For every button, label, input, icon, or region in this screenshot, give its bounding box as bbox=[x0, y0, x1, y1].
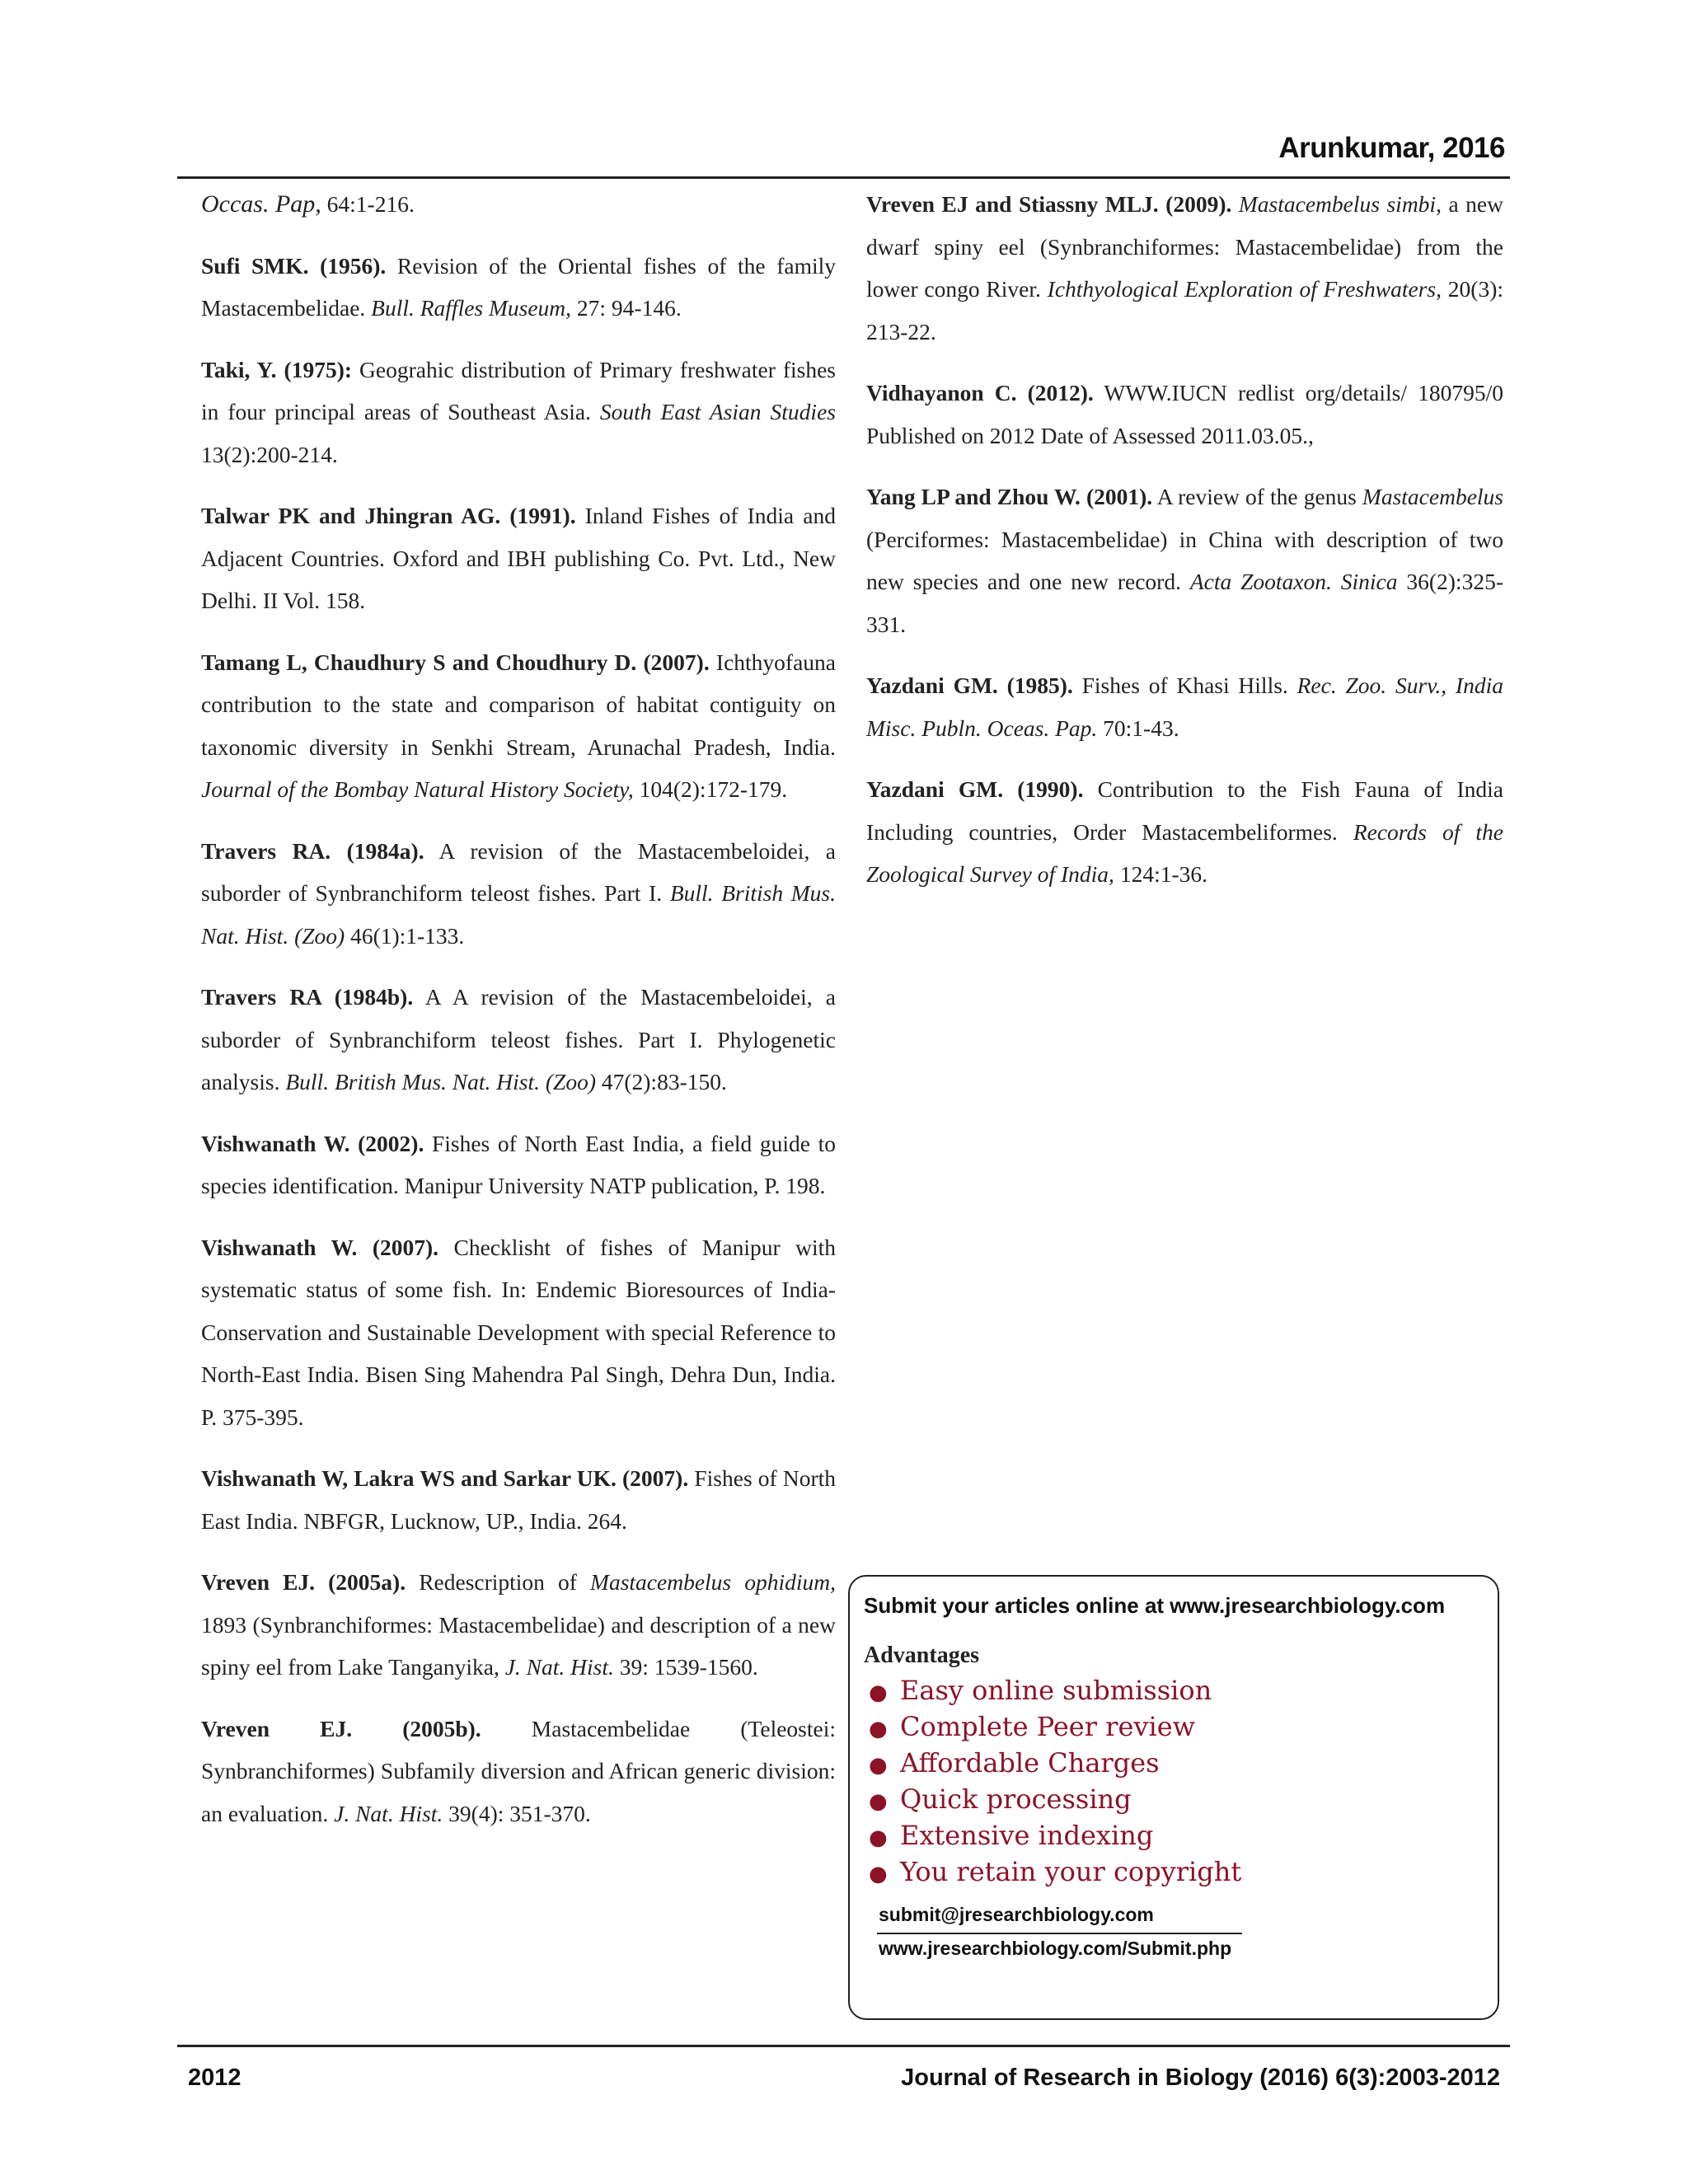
references-left-column bbox=[201, 183, 836, 1854]
reference-entry bbox=[201, 1561, 836, 1689]
reference-source-italic: Mastacembelus simbi, bbox=[1238, 191, 1442, 217]
reference-text: Fishes of Khasi Hills. bbox=[1072, 673, 1297, 698]
footer-page-number: 2012 bbox=[188, 2064, 241, 2091]
footer-rule bbox=[177, 2045, 1510, 2047]
bullet-icon: ● bbox=[869, 1753, 888, 1778]
reference-text: Geograhic distribution of Primary freshwater fishes in four principal areas of Southeast Asia. bbox=[201, 356, 837, 424]
reference-source-italic: Bull. Raffles Museum, bbox=[371, 295, 572, 321]
reference-text: 46(1):1-133. bbox=[345, 922, 465, 949]
reference-authors-year: Travers RA (1984b). bbox=[201, 984, 414, 1010]
reference-authors-year: Tamang L, Chaudhury S and Choudhury D. (2007). bbox=[201, 649, 710, 675]
advantage-item: ● Affordable Charges bbox=[864, 1746, 1241, 1783]
reference-text: 36(2):325-331. bbox=[866, 569, 1503, 637]
reference-authors-year: Sufi SMK. (1956). bbox=[201, 252, 387, 279]
reference-entry bbox=[201, 245, 836, 330]
reference-text: 13(2):200-214. bbox=[201, 441, 338, 467]
reference-source-italic: Rec. Zoo. Surv., India Misc. Publn. Oceas. Pap. bbox=[866, 673, 1503, 741]
reference-entry bbox=[866, 664, 1503, 749]
reference-entry bbox=[201, 1226, 836, 1439]
reference-source-italic: Mastacembelus ophidium, bbox=[590, 1569, 836, 1595]
reference-text: A review of the genus bbox=[1152, 484, 1362, 509]
reference-source-italic: Bull. British Mus. Nat. Hist. (Zoo) bbox=[201, 880, 836, 949]
reference-text: Fishes of North East India, a field guide to species identification. Manipur University NATP publication, P. 198. bbox=[201, 1130, 836, 1198]
reference-authors-year: Travers RA. (1984a). bbox=[201, 837, 424, 864]
reference-text: Ichthyofauna contribution to the state and comparison of habitat contiguity on taxonomic diversity in Senkhi Stream, Arunachal Pradesh, India. bbox=[201, 649, 837, 760]
header-rule bbox=[177, 176, 1510, 179]
submission-url-link[interactable]: www.jresearchbiology.com/Submit.php bbox=[879, 1938, 1232, 1959]
advantage-item: ● Quick processing bbox=[864, 1783, 1241, 1819]
reference-source-italic: Records of the Zoological Survey of India, bbox=[866, 818, 1503, 887]
reference-source-italic: Mastacembelus bbox=[1362, 484, 1503, 509]
reference-authors-year: Vreven EJ and Stiassny MLJ. (2009). bbox=[866, 191, 1232, 217]
reference-authors-year: Yazdani GM. (1990). bbox=[866, 776, 1084, 802]
reference-source-italic: J. Nat. Hist. bbox=[504, 1654, 614, 1680]
reference-authors-year: Vishwanath W. (2002). bbox=[201, 1130, 424, 1156]
reference-source-italic: Ichthyological Exploration of Freshwaters, bbox=[1047, 276, 1442, 302]
reference-source-italic: J. Nat. Hist. bbox=[334, 1800, 443, 1826]
reference-authors-year: Vishwanath W. (2007). bbox=[201, 1234, 439, 1260]
reference-text: a new dwarf spiny eel (Synbranchiformes: Mastacembelidae) from the lower congo River. bbox=[866, 191, 1503, 302]
reference-entry bbox=[201, 830, 836, 958]
reference-authors-year: Vidhayanon C. (2012). bbox=[866, 380, 1094, 405]
bullet-icon: ● bbox=[869, 1862, 888, 1886]
reference-entry bbox=[201, 1457, 836, 1542]
references-right-column bbox=[866, 183, 1503, 915]
reference-entry bbox=[201, 183, 836, 226]
reference-text: 27: 94-146. bbox=[571, 295, 682, 321]
advantage-item: ● Easy online submission bbox=[864, 1674, 1241, 1710]
reference-text: 39(4): 351-370. bbox=[443, 1800, 591, 1826]
bullet-icon: ● bbox=[869, 1717, 888, 1741]
reference-entry bbox=[866, 476, 1503, 645]
reference-text: 104(2):172-179. bbox=[633, 776, 788, 802]
reference-entry bbox=[201, 1122, 836, 1207]
reference-entry bbox=[201, 641, 836, 811]
reference-source-italic: Bull. British Mus. Nat. Hist. (Zoo) bbox=[285, 1069, 596, 1094]
reference-text: A A revision of the Mastacembeloidei, a suborder of Synbranchiform teleost fishes. Part I. Phylogenetic analysis. bbox=[201, 984, 836, 1094]
reference-text: WWW.IUCN redlist org/details/ 180795/0 Published on 2012 Date of Assessed 2011.03.05., bbox=[866, 380, 1503, 448]
reference-entry bbox=[201, 976, 836, 1104]
bullet-icon: ● bbox=[869, 1789, 888, 1814]
advantages-list bbox=[864, 1674, 1241, 1891]
reference-text: Revision of the Oriental fishes of the family Mastacembelidae. bbox=[201, 252, 836, 321]
reference-entry bbox=[201, 349, 836, 476]
reference-text: 1893 (Synbranchiformes: Mastacembelidae) and description of a new spiny eel from Lake Tanganyika, bbox=[201, 1611, 836, 1680]
reference-source-italic: Acta Zootaxon. Sinica bbox=[1189, 569, 1398, 594]
reference-entry bbox=[201, 1708, 836, 1835]
reference-authors-year: Yazdani GM. (1985). bbox=[866, 673, 1073, 698]
reference-entry bbox=[201, 494, 836, 622]
reference-authors-year: Vreven EJ. (2005a). bbox=[201, 1569, 406, 1595]
reference-text: Contribution to the Fish Fauna of India Including countries, Order Mastacembeliformes. bbox=[866, 776, 1503, 845]
reference-entry bbox=[866, 372, 1503, 457]
reference-authors-year: Vishwanath W, Lakra WS and Sarkar UK. (2007). bbox=[201, 1465, 689, 1491]
reference-authors-year: Talwar PK and Jhingran AG. (1991). bbox=[201, 503, 576, 528]
reference-text: 124:1-36. bbox=[1114, 861, 1207, 887]
email-underline bbox=[877, 1933, 1242, 1934]
reference-entry bbox=[866, 183, 1503, 353]
running-header-author: Arunkumar, 2016 bbox=[1278, 132, 1505, 164]
bullet-icon: ● bbox=[869, 1825, 888, 1850]
reference-entry bbox=[866, 768, 1503, 896]
advantage-item: ● You retain your copyright bbox=[864, 1855, 1241, 1891]
reference-text: 47(2):83-150. bbox=[595, 1069, 727, 1094]
bullet-icon: ● bbox=[869, 1680, 888, 1705]
reference-authors-year: Taki, Y. (1975): bbox=[201, 356, 353, 382]
reference-text: 39: 1539-1560. bbox=[613, 1654, 758, 1680]
reference-authors-year: Vreven EJ. (2005b). bbox=[201, 1715, 481, 1741]
reference-text: A revision of the Mastacembeloidei, a suborder of Synbranchiform teleost fishes. Part I. bbox=[201, 837, 836, 906]
advantage-item: ● Complete Peer review bbox=[864, 1710, 1241, 1746]
reference-text: (Perciformes: Mastacembelidae) in China with description of two new species and one new record. bbox=[866, 526, 1503, 594]
reference-source-italic: South East Asian Studies bbox=[599, 399, 836, 424]
reference-text: Checklisht of fishes of Manipur with systematic status of some fish. In: Endemic Bioresources of India-Conservation and Sustainable Development with special Reference to North-East India. Bisen Sing Mahendra Pal Singh, Dehra Dun, India. P. 375-395. bbox=[201, 1234, 836, 1430]
reference-source-italic: Occas. Pap, bbox=[201, 190, 321, 218]
reference-authors-year: Yang LP and Zhou W. (2001). bbox=[866, 484, 1153, 509]
reference-text: Mastacembelidae (Teleostei: Synbranchiformes) Subfamily diversion and African generic division: an evaluation. bbox=[201, 1715, 837, 1826]
reference-text: Inland Fishes of India and Adjacent Countries. Oxford and IBH publishing Co. Pvt. Ltd., New Delhi. II Vol. 158. bbox=[201, 503, 836, 613]
advert-title: Submit your articles online at www.jresearchbiology.com bbox=[864, 1593, 1446, 1618]
reference-text: 70:1-43. bbox=[1097, 715, 1179, 741]
reference-text: Fishes of North East India. NBFGR, Lucknow, UP., India. 264. bbox=[201, 1465, 836, 1534]
reference-text: 64:1-216. bbox=[321, 191, 415, 217]
reference-source-italic: Journal of the Bombay Natural History Society, bbox=[201, 776, 634, 802]
reference-text bbox=[1231, 191, 1239, 217]
footer-journal-citation: Journal of Research in Biology (2016) 6(3):2003-2012 bbox=[901, 2064, 1500, 2091]
advantage-item: ● Extensive indexing bbox=[864, 1819, 1241, 1855]
advantages-label: Advantages bbox=[864, 1643, 980, 1668]
submission-advert-box bbox=[848, 1575, 1499, 2020]
reference-text: Redescription of bbox=[406, 1569, 591, 1595]
submission-email-link[interactable]: submit@jresearchbiology.com bbox=[879, 1904, 1154, 1925]
reference-text: 20(3): 213-22. bbox=[866, 276, 1503, 344]
